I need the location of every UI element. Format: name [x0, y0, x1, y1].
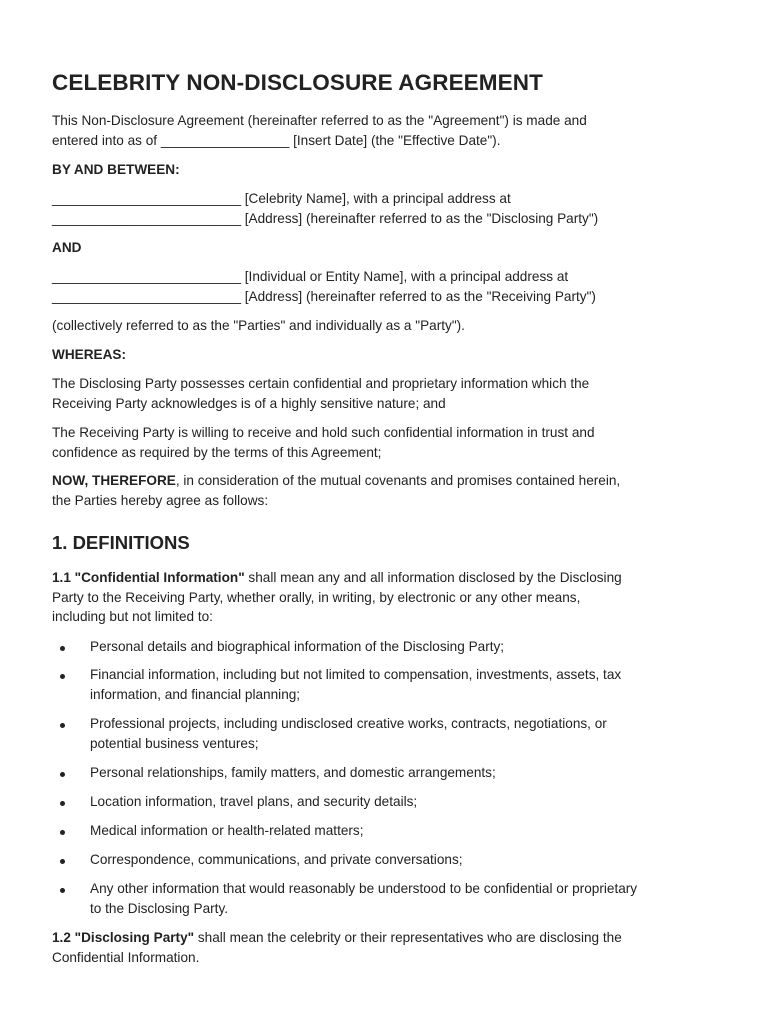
bullet-icon — [60, 723, 65, 728]
definition-1-2-line-1: shall mean the celebrity or their representatives who are disclosing the — [194, 930, 622, 945]
now-therefore-line-2: the Parties hereby agree as follows: — [52, 492, 269, 508]
list-item-text: Personal relationships, family matters, and domestic arrangements; — [90, 765, 496, 780]
now-therefore-line-1: , in consideration of the mutual covenants and promises contained herein, — [175, 473, 621, 488]
bullet-icon — [60, 646, 65, 651]
bullet-icon — [60, 801, 65, 806]
list-item-text-cont: potential business ventures; — [90, 735, 259, 751]
list-item-text: Professional projects, including undisclosed creative works, contracts, negotiations, or — [90, 716, 607, 731]
collective-reference: (collectively referred to as the "Parties" and individually as a "Party"). — [52, 318, 465, 333]
bullet-icon — [60, 830, 65, 835]
whereas1-line-2: Receiving Party acknowledges is of a highly sensitive nature; and — [52, 395, 446, 411]
whereas-paragraph-1 — [52, 374, 589, 413]
definition-1-1-line-2: Party to the Receiving Party, whether orally, in writing, by electronic or any other means, — [52, 589, 581, 605]
party1-line-2: _________________________ [Address] (hereinafter referred to as the "Disclosing Party") — [52, 210, 599, 226]
whereas-paragraph-2 — [52, 423, 595, 462]
intro-paragraph — [52, 111, 587, 150]
definition-1-1-term: 1.1 "Confidential Information" — [52, 570, 245, 585]
definition-1-2-term: 1.2 "Disclosing Party" — [52, 930, 195, 945]
list-item-text: Correspondence, communications, and private conversations; — [90, 852, 463, 867]
document-title: CELEBRITY NON-DISCLOSURE AGREEMENT — [52, 70, 543, 95]
section-1-heading: 1. DEFINITIONS — [52, 532, 190, 553]
party1-line-1: _________________________ [Celebrity Name], with a principal address at — [52, 191, 511, 206]
intro-line-1: This Non-Disclosure Agreement (hereinafter referred to as the "Agreement") is made and — [52, 113, 587, 128]
now-therefore-bold: NOW, THEREFORE — [52, 473, 176, 488]
bullet-icon — [60, 859, 65, 864]
whereas2-line-1: The Receiving Party is willing to receive and hold such confidential information in trust and — [52, 425, 595, 440]
and-label: AND — [52, 240, 82, 255]
list-item-text: Financial information, including but not limited to compensation, investments, assets, tax — [90, 667, 622, 682]
party2-line-2: _________________________ [Address] (hereinafter referred to as the "Receiving Party") — [52, 288, 596, 304]
list-item-text: Personal details and biographical information of the Disclosing Party; — [90, 639, 505, 654]
bullet-icon — [60, 674, 65, 679]
now-therefore-paragraph — [52, 471, 620, 510]
list-item-text-cont: information, and financial planning; — [90, 686, 301, 702]
definition-1-1 — [52, 568, 622, 627]
receiving-party-block — [52, 267, 596, 306]
list-item-text: Medical information or health-related matters; — [90, 823, 364, 838]
list-item-text-cont: to the Disclosing Party. — [90, 900, 229, 916]
definition-1-2-line-2: Confidential Information. — [52, 949, 200, 965]
bullet-icon — [60, 772, 65, 777]
disclosing-party-block — [52, 189, 598, 228]
list-item-text: Any other information that would reasonably be understood to be confidential or proprietary — [90, 881, 638, 896]
whereas-heading: WHEREAS: — [52, 347, 127, 362]
list-item-text: Location information, travel plans, and security details; — [90, 794, 418, 809]
whereas2-line-2: confidence as required by the terms of this Agreement; — [52, 444, 382, 460]
definition-1-1-line-3: including but not limited to: — [52, 609, 213, 624]
definition-1-1-line-1: shall mean any and all information disclosed by the Disclosing — [244, 570, 622, 585]
intro-line-2: entered into as of _________________ [Insert Date] (the "Effective Date"). — [52, 132, 501, 148]
by-and-between-heading: BY AND BETWEEN: — [52, 162, 180, 177]
whereas1-line-1: The Disclosing Party possesses certain confidential and proprietary information which the — [52, 376, 590, 391]
party2-line-1: _________________________ [Individual or Entity Name], with a principal address at — [52, 269, 569, 284]
bullet-icon — [60, 888, 65, 893]
definition-1-2 — [52, 928, 622, 967]
